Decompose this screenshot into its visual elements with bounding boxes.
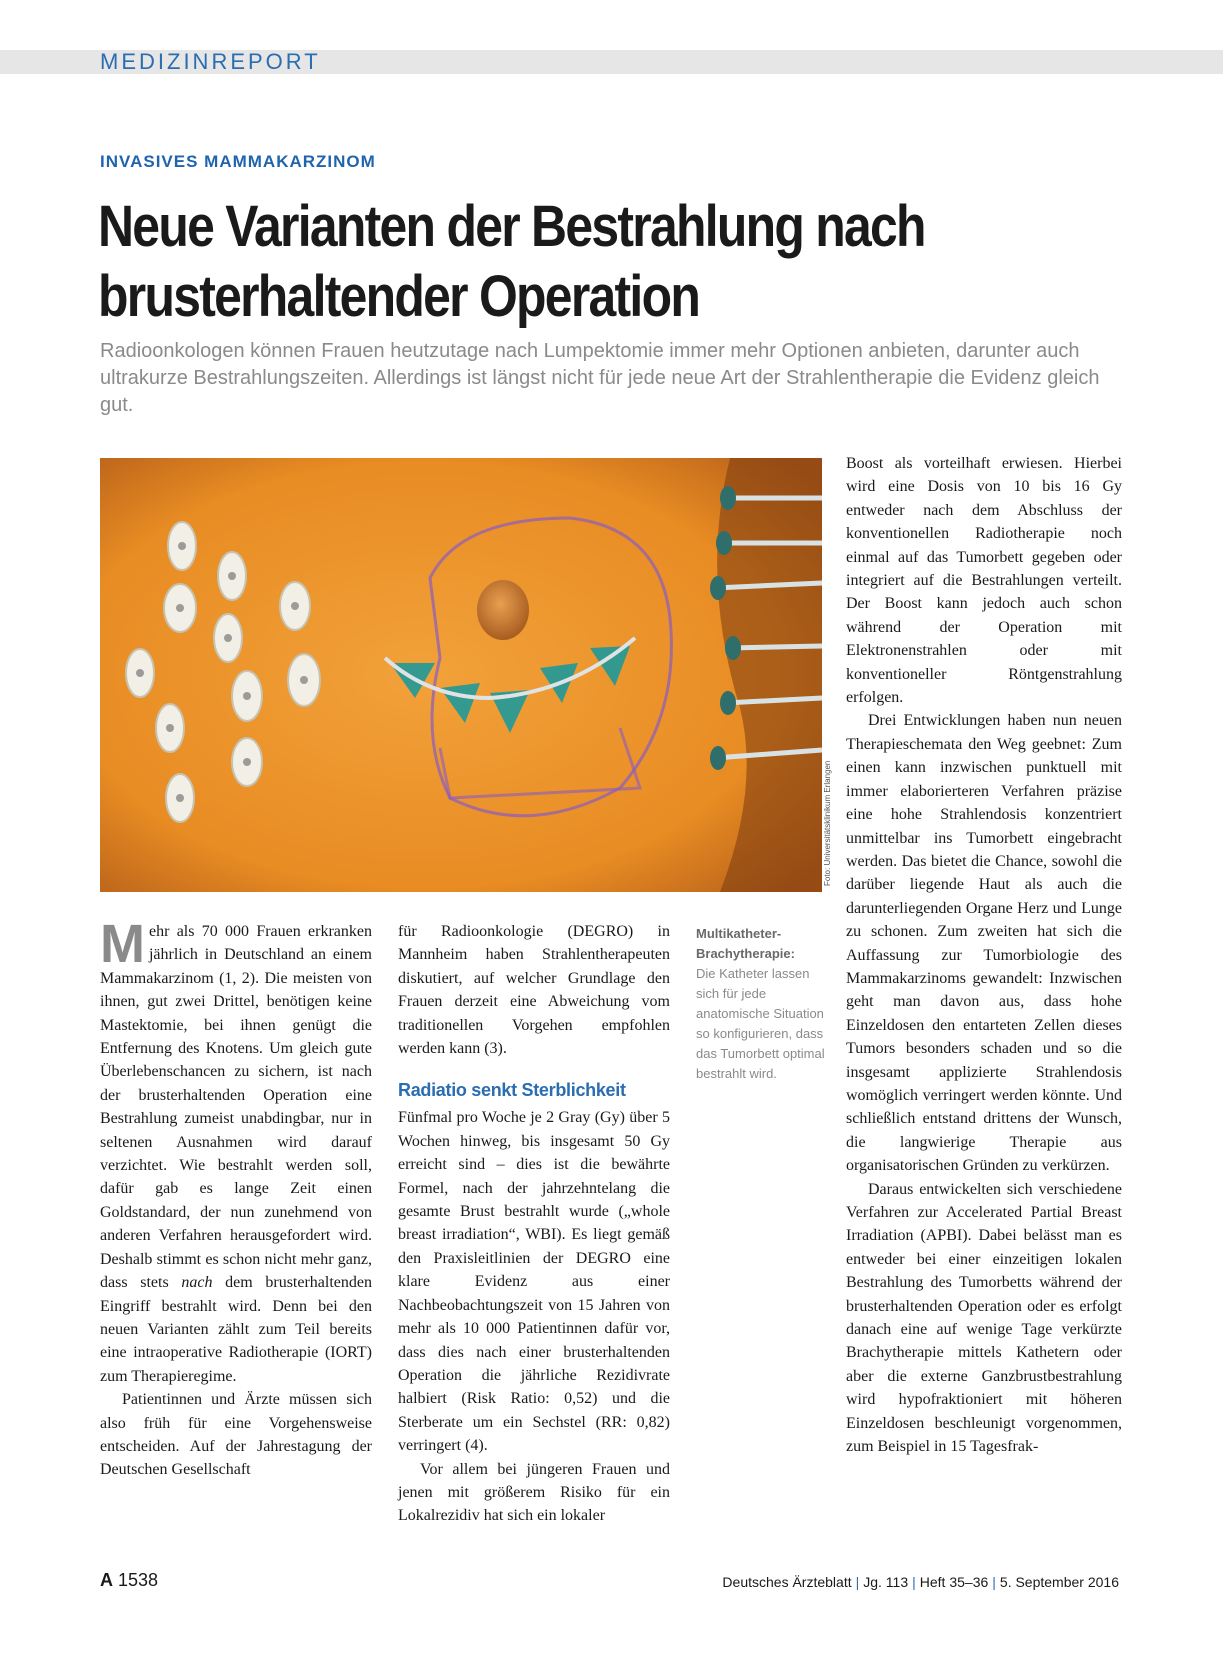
journal-issue: Heft 35–36 [919, 1574, 989, 1590]
title-line-2: brusterhaltender Operation [98, 264, 700, 329]
subheading: Radiatio senkt Sterblichkeit [398, 1080, 626, 1101]
paragraph-text: dem brusterhaltenden Eingriff bestrahlt wird. Denn bei den neuen Varianten zählt zum Teil bereits eine intraoperative Radiotherapie (IORT) zum Therapieregime. [100, 1274, 372, 1385]
paragraph: Vor allem bei jüngeren Frauen und jenen mit größerem Risiko für ein Lokalrezidiv hat sich ein lokaler [398, 1460, 670, 1525]
paragraph-text: ehr als 70 000 Frauen erkranken jährlich in Deutschland an einem Mammakarzinom (1, 2). Die meisten von ihnen, gut zwei Drittel, benötigen keine Mastektomie, bei ihnen genügt die Entfernung des Knotens. Um gleich gute Überlebenschancen zu sichern, ist nach der brusterhaltenden Operation eine Bestrahlung zumeist unabdingbar, nur in seltenen Ausnahmen wird darauf verzichtet. Wie bestrahlt werden soll, dafür gab es lange Zeit einen Goldstandard, der nun zunehmend von anderen Verfahren herausgefordert wird. Deshalb stimmt es schon nicht mehr ganz, dass stets [100, 923, 372, 1292]
page-prefix: A [100, 1570, 113, 1590]
photo-caption [696, 924, 832, 1084]
article-lead: Radioonkologen können Frauen heutzutage nach Lumpektomie immer mehr Optionen anbieten, darunter auch ultrakurze Bestrahlungszeiten. Allerdings ist längst nicht für jede neue Art der Strahlentherapie die Evidenz gleich gut. [100, 340, 1100, 416]
article-kicker: INVASIVES MAMMAKARZINOM [100, 152, 376, 171]
title-line-1: Neue Varianten der Bestrahlung nach [98, 194, 925, 259]
article-title [98, 192, 1010, 332]
paragraph [100, 914, 372, 1388]
body-column-1 [100, 914, 372, 1482]
paragraph: Fünfmal pro Woche je 2 Gray (Gy) über 5 Wochen hinweg, bis insgesamt 50 Gy erreicht sind – dies ist die bewährte Formel, nach der jahrzehntelang die gesamte Brust bestrahlt wurde („whole breast irradiation“, WBI). Es liegt gemäß den Praxisleitlinien der DEGRO eine klare Evidenz aus einer Nachbeobachtungszeit von 15 Jahren von mehr als 10 000 Patientinnen dafür vor, dass dies nach einer brusterhaltenden Operation die jährliche Rezidivrate halbiert (Risk Ratio: 0,52) und die Sterberate um ein Sechstel (RR: 0,82) verringert (4). [398, 1109, 670, 1455]
paragraph: Drei Entwicklungen haben nun neuen Therapieschemata den Weg geebnet: Zum einen kann inzwischen punktuell mit immer elaborierteren Verfahren präzise eine hohe Strahlendosis konzentriert unmittelbar ins Tumorbett eingebracht werden. Das bietet die Chance, sowohl die darüber liegende Haut als auch die darunterliegenden Organe Herz und Lunge zu schonen. Zum zweiten hat sich die Auffassung zur Tumorbiologie des Mammakarzinoms gewandelt: Inzwischen geht man davon aus, dass hohe Einzeldosen den entarteten Zellen dieses Tumors besonders schaden und so die insgesamt applizierte Strahlendosis womöglich verringert werden könnte. Und schließlich entstand drittens der Wunsch, die langwierige Therapie aus organisatorischen Gründen zu verkürzen. [846, 712, 1122, 1175]
journal-footer: Deutsches Ärzteblatt | Jg. 113 | Heft 35–36 | 5. September 2016 [722, 1574, 1119, 1590]
page-number-value: 1538 [118, 1570, 159, 1590]
paragraph: für Radioonkologie (DEGRO) in Mannheim haben Strahlentherapeuten diskutiert, auf welcher Grundlage den Frauen derzeit eine Abweichung vom traditionellen Vorgehen empfohlen werden kann (3). [398, 923, 670, 1058]
photo-credit: Foto: Universitätsklinikum Erlangen [823, 760, 832, 886]
journal-volume: Jg. 113 [863, 1574, 909, 1590]
paragraph: Patientinnen und Ärzte müssen sich also früh für eine Vorgehensweise entscheiden. Auf der Jahrestagung der Deutschen Gesellschaft [100, 1391, 372, 1479]
journal-name: Deutsches Ärzteblatt [722, 1574, 852, 1590]
caption-title: Multikatheter-Brachytherapie: [696, 926, 795, 961]
caption-text: Die Katheter lassen sich für jede anatomische Situation so konfigurieren, dass das Tumorbett optimal bestrahlt wird. [696, 966, 825, 1081]
paragraph: Boost als vorteilhaft erwiesen. Hierbei wird eine Dosis von 10 bis 16 Gy entweder nach dem Abschluss der konventionellen Radiotherapie noch einmal auf das Tumorbett gegeben oder integriert auf die Bestrahlungen verteilt. Der Boost kann jedoch auch schon während der Operation mit Elektronenstrahlen oder mit konventioneller Röntgenstrahlung erfolgen. [846, 455, 1122, 707]
emphasis: nach [181, 1274, 213, 1292]
paragraph: Daraus entwickelten sich verschiedene Verfahren zur Accelerated Partial Breast Irradiation (APBI). Dabei belässt man es entweder bei einer einzeitigen lokalen Bestrahlung des Tumorbetts während der brusterhaltenden Operation oder es erfolgt danach eine auf wenige Tage verkürzte Brachytherapie mittels Kathetern oder aber die externe Ganzbrustbestrahlung wird hypofraktioniert mit höheren Einzeldosen beschleunigt vorgenommen, zum Beispiel in 15 Tagesfrak- [846, 1180, 1122, 1456]
body-column-2 [398, 920, 670, 1528]
page-number [100, 1570, 158, 1591]
article-photo [100, 458, 822, 892]
body-column-4 [846, 452, 1122, 1458]
journal-date: 5. September 2016 [999, 1574, 1119, 1590]
drop-cap: M [100, 914, 145, 974]
section-label: MEDIZINREPORT [100, 49, 321, 74]
